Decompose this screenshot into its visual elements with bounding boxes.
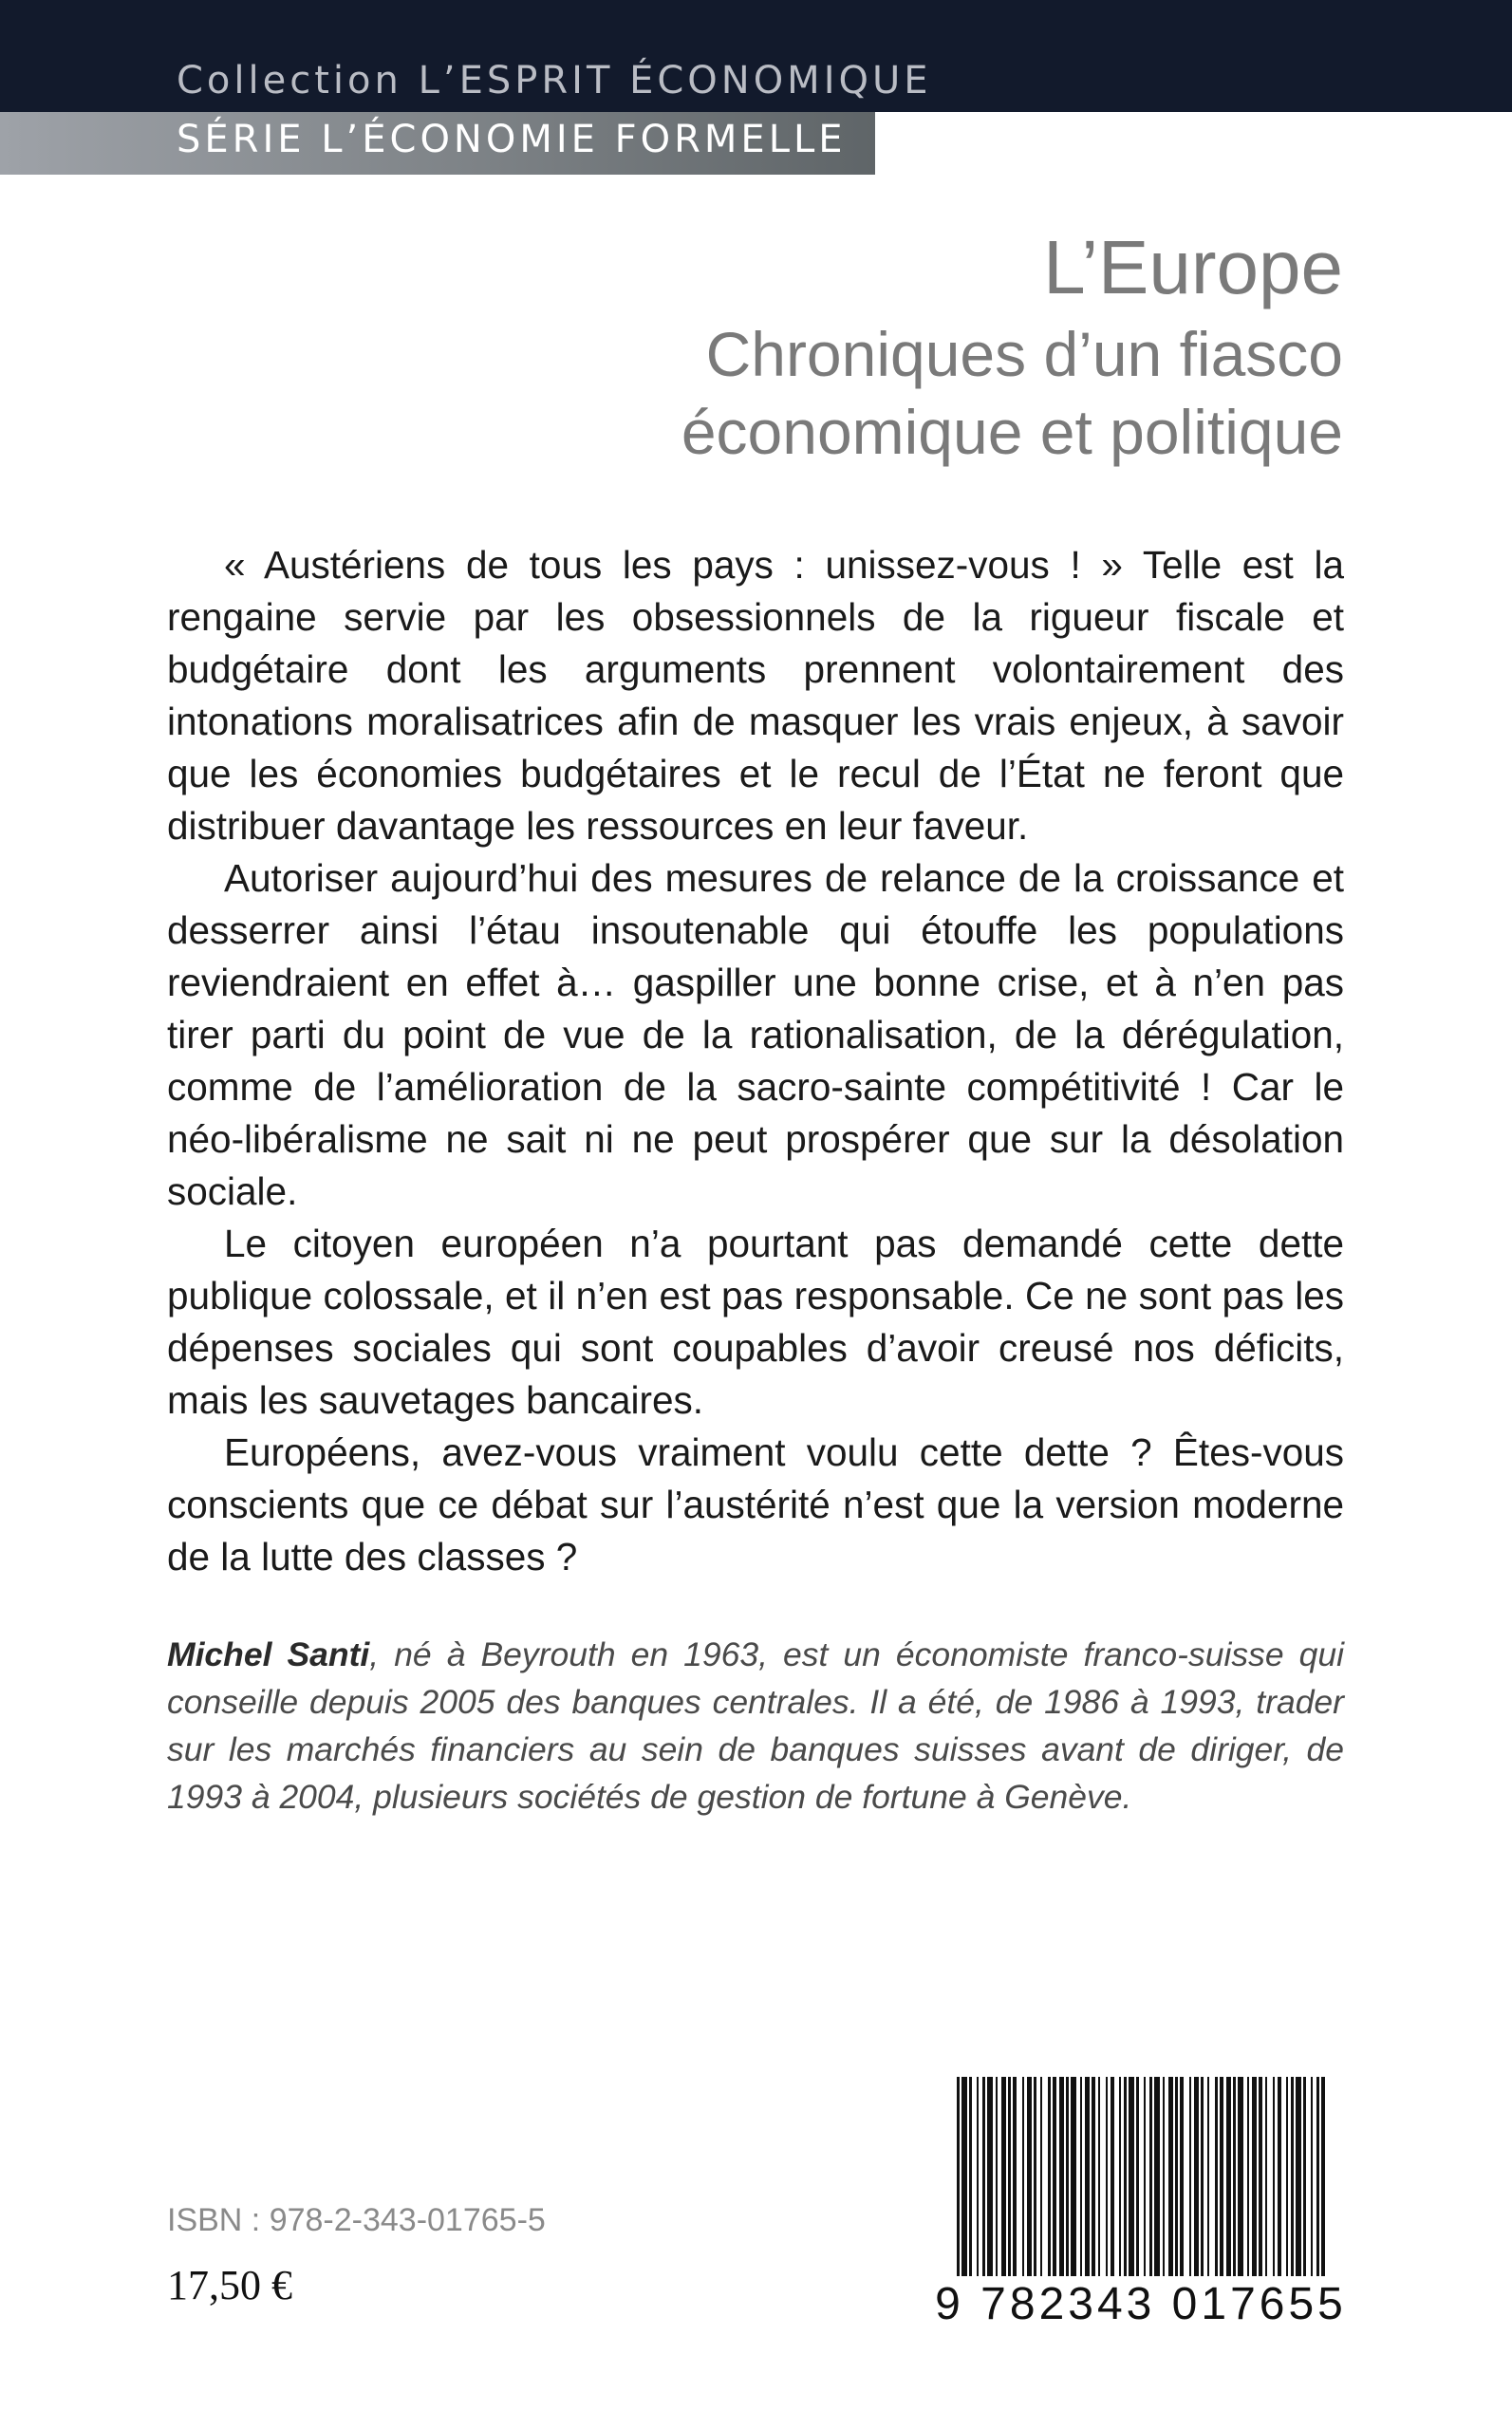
barcode-bar [1291, 2077, 1294, 2276]
collection-label: Collection L’ESPRIT ÉCONOMIQUE [177, 59, 932, 103]
barcode-bar [1233, 2077, 1236, 2276]
barcode-bar [1247, 2077, 1249, 2276]
barcode-bar [1321, 2077, 1325, 2276]
barcode-bar [1111, 2077, 1114, 2276]
barcode-bar [1252, 2077, 1257, 2276]
barcode-bar [1013, 2077, 1017, 2276]
barcode-bar [1027, 2077, 1032, 2276]
barcode-bar [1071, 2077, 1076, 2276]
barcode-bar [1098, 2077, 1100, 2276]
barcode-bar [1149, 2077, 1152, 2276]
barcode-bars [957, 2077, 1325, 2276]
barcode-bar [982, 2077, 985, 2276]
barcode-bar [1085, 2077, 1090, 2276]
barcode-bar [1194, 2077, 1199, 2276]
barcode-bar [1119, 2077, 1121, 2276]
barcode-bar [1066, 2077, 1069, 2276]
barcode-bar [1154, 2077, 1160, 2276]
barcode-bar [1040, 2077, 1042, 2276]
barcode [928, 2071, 1353, 2356]
barcode-bar [1226, 2077, 1231, 2276]
barcode-bar [1311, 2077, 1313, 2276]
barcode-bar [1296, 2077, 1301, 2276]
barcode-bar [1220, 2077, 1223, 2276]
book-subtitle-line-1: Chroniques d’un fiasco [705, 319, 1343, 389]
barcode-bar [1129, 2077, 1134, 2276]
barcode-bar [1022, 2077, 1024, 2276]
author-name: Michel Santi [167, 1635, 370, 1673]
barcode-bar [977, 2077, 979, 2276]
barcode-bar [1238, 2077, 1243, 2276]
barcode-bar [1008, 2077, 1011, 2276]
barcode-bar [1215, 2077, 1218, 2276]
barcode-bar [1163, 2077, 1165, 2276]
barcode-bar [996, 2077, 998, 2276]
barcode-bar [1265, 2077, 1267, 2276]
barcode-bar [987, 2077, 993, 2276]
barcode-bar [1001, 2077, 1006, 2276]
barcode-bar [1124, 2077, 1127, 2276]
barcode-bar [1286, 2077, 1288, 2276]
barcode-bar [1175, 2077, 1178, 2276]
barcode-bar [1189, 2077, 1191, 2276]
series-label: SÉRIE L’ÉCONOMIE FORMELLE [177, 118, 847, 161]
isbn-label: ISBN : 978-2-343-01765-5 [167, 2202, 546, 2238]
barcode-bar [1092, 2077, 1095, 2276]
barcode-bar [1207, 2077, 1209, 2276]
author-bio-text: , né à Beyrouth en 1963, est un économiste franco-suisse qui conseille depuis 2005 des banques centrales. Il a été, de 1986 à 1993, trader sur les marchés financiers au sein de banques suisses avant de diriger, de 1993 à 2004, plusieurs sociétés de gestion de fortune à Genève. [167, 1635, 1344, 1816]
barcode-bar [1144, 2077, 1146, 2276]
barcode-bar [1259, 2077, 1262, 2276]
barcode-bar [1053, 2077, 1056, 2276]
barcode-bar [1180, 2077, 1184, 2276]
barcode-bar [1278, 2077, 1281, 2276]
author-bio [167, 1631, 1344, 1821]
blurb-paragraph-1: « Austériens de tous les pays : unissez-vous ! » Telle est la rengaine servie par les obsessionnels de la rigueur fiscale et budgétaire dont les arguments prennent volontairement des intonations moralisatrices afin de masquer les vrais enjeux, à savoir que les économies budgétaires et le recul de l’État ne feront que distribuer davantage les ressources en leur faveur. [167, 543, 1344, 848]
blurb-paragraph-4: Européens, avez-vous vraiment voulu cette dette ? Êtes-vous conscients que ce débat sur l’austérité n’est que la version moderne de la lutte des classes ? [167, 1430, 1344, 1579]
barcode-bar [1316, 2077, 1319, 2276]
book-subtitle-line-2: économique et politique [681, 397, 1343, 467]
barcode-bar [1080, 2077, 1082, 2276]
barcode-bar [1136, 2077, 1139, 2276]
barcode-bar [1303, 2077, 1306, 2276]
barcode-bar [969, 2077, 972, 2276]
barcode-bar [1168, 2077, 1173, 2276]
book-title: L’Europe [1043, 225, 1343, 309]
book-title-block [681, 220, 1343, 471]
barcode-bar [1201, 2077, 1204, 2276]
price-label: 17,50 € [167, 2262, 292, 2308]
barcode-number: 9 782343 017655 [935, 2279, 1347, 2329]
blurb-text [167, 539, 1344, 1583]
blurb-paragraph-3: Le citoyen européen n’a pourtant pas demandé cette dette publique colossale, et il n’en est pas responsable. Ce ne sont pas les dépenses sociales qui sont coupables d’avoir creusé nos déficits, mais les sauvetages bancaires. [167, 1222, 1344, 1422]
barcode-bar [1106, 2077, 1108, 2276]
barcode-bar [1059, 2077, 1064, 2276]
barcode-bar [1048, 2077, 1051, 2276]
barcode-bar [957, 2077, 960, 2276]
barcode-bar [1273, 2077, 1275, 2276]
barcode-bar [961, 2077, 967, 2276]
barcode-bar [1034, 2077, 1036, 2276]
blurb-paragraph-2: Autoriser aujourd’hui des mesures de relance de la croissance et desserrer ainsi l’étau insoutenable qui étouffe les populations reviendraient en effet à… gaspiller une bonne crise, et à n’en pas tirer parti du point de vue de la rationalisation, de la dérégulation, comme de l’amélioration de la sacro-sainte compétitivité ! Car le néo-libéralisme ne sait ni ne peut prospérer que sur la désolation sociale. [167, 856, 1344, 1213]
